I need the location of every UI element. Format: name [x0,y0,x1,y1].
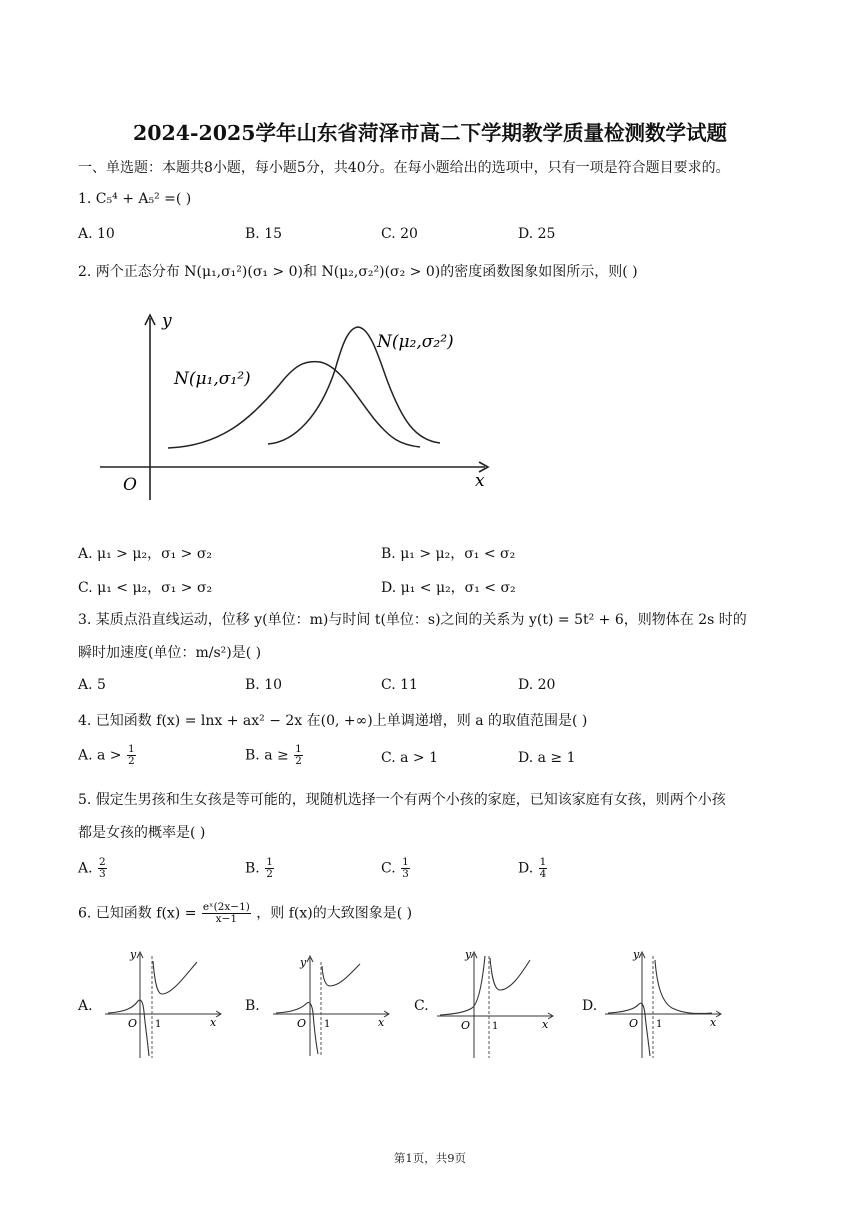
fraction-denominator: x−1 [215,913,238,925]
curve2-label: N(μ₂,σ₂²) [377,332,454,352]
fraction-denominator: 2 [295,755,302,767]
graph-b-one-label: 1 [324,1019,331,1030]
q6-option-a-label: A. [78,998,93,1014]
graph-a-one-label: 1 [155,1019,162,1030]
question-3-stem-line2: 瞬时加速度(单位：m/s²)是( ) [78,645,262,661]
fraction-denominator: 2 [266,868,273,880]
graph-d-x-label: x [710,1016,717,1029]
question-1-stem: 1. C₅⁴ + A₅² =( ) [78,191,192,207]
q6-graph-d [600,946,725,1061]
section-heading: 一、单选题：本题共8小题，每小题5分，共40分。在每小题给出的选项中，只有一项是符合题目要求的。 [78,160,730,176]
q2-option-c: C. μ₁ < μ₂，σ₁ > σ₂ [78,580,213,596]
q3-option-a: A. 5 [78,677,106,693]
q5-option-a-fraction [98,857,107,880]
q4-option-a [78,744,137,767]
q5-option-c-fraction [401,857,410,880]
q1-option-c: C. 20 [381,226,418,242]
q6-function-fraction [202,902,251,925]
question-6-stem [78,902,412,925]
q2-option-b: B. μ₁ > μ₂，σ₁ < σ₂ [381,546,516,562]
q5-option-c-text: C. [381,860,396,877]
q6-graph-c [432,946,557,1061]
q5-option-a-text: A. [78,860,93,877]
figure-origin-label: O [123,475,137,495]
q5-option-a [78,857,108,880]
graph-a-origin-label: O [128,1017,138,1030]
question-2-stem: 2. 两个正态分布 N(μ₁,σ₁²)(σ₁ > 0)和 N(μ₂,σ₂²)(σ₂ > 0)的密度函数图象如图所示，则( ) [78,264,638,280]
q2-option-d: D. μ₁ < μ₂，σ₁ < σ₂ [381,580,516,596]
graph-b-y-label: y [300,956,307,969]
q5-option-b-fraction [265,857,274,880]
q4-option-a-fraction [127,744,136,767]
normal-distribution-figure [90,300,500,510]
q1-option-a: A. 10 [78,226,115,242]
graph-b-x-label: x [378,1016,385,1029]
q6-graph-b [268,950,393,1060]
graph-a-y-label: y [130,948,137,961]
q4-option-b [245,744,304,767]
q4-option-c: C. a > 1 [381,750,438,766]
q3-option-d: D. 20 [518,677,556,693]
q6-option-d-label: D. [582,998,598,1014]
q5-option-c [381,857,411,880]
fraction-numerator: 2 [99,856,106,868]
q5-option-d-fraction [539,857,548,880]
fraction-numerator: 1 [295,743,302,755]
fraction-numerator: 1 [539,856,547,868]
fraction-denominator: 3 [99,868,106,880]
q3-option-c: C. 11 [381,677,418,693]
graph-d-one-label: 1 [656,1019,663,1030]
question-3-stem-line1: 3. 某质点沿直线运动，位移 y(单位：m)与时间 t(单位：s)之间的关系为 y(t) = 5t² + 6，则物体在 2s 时的 [78,612,747,628]
graph-d-origin-label: O [629,1017,639,1030]
question-4-stem: 4. 已知函数 f(x) = lnx + ax² − 2x 在(0, +∞)上单调递增，则 a 的取值范围是( ) [78,713,588,729]
q6-option-b-label: B. [245,998,260,1014]
q3-option-b: B. 10 [245,677,283,693]
fraction-denominator: 4 [539,868,547,880]
graph-c-origin-label: O [461,1019,471,1032]
fraction-numerator: 1 [402,856,409,868]
q6-stem-prefix: 6. 已知函数 f(x) = [78,905,197,922]
q4-option-a-text: A. a > [78,747,122,764]
q4-option-b-text: B. a ≥ [245,747,289,764]
q2-option-a: A. μ₁ > μ₂，σ₁ > σ₂ [78,546,213,562]
q4-option-d: D. a ≥ 1 [518,750,576,766]
fraction-numerator: 1 [266,856,273,868]
q5-option-d [518,857,548,880]
figure-x-label: x [475,471,485,491]
graph-c-one-label: 1 [492,1021,499,1032]
question-5-stem-line2: 都是女孩的概率是( ) [78,825,206,841]
fraction-numerator: 1 [128,743,135,755]
curve1-label: N(μ₁,σ₁²) [174,369,251,389]
graph-c-x-label: x [542,1018,549,1031]
fraction-denominator: 3 [402,868,409,880]
question-5-stem-line1: 5. 假定生男孩和生女孩是等可能的，现随机选择一个有两个小孩的家庭，已知该家庭有女孩，则两个小孩 [78,792,726,808]
graph-a-x-label: x [210,1016,217,1029]
q5-option-b [245,857,275,880]
page-title: 2024-2025学年山东省菏泽市高二下学期教学质量检测数学试题 [132,121,728,145]
q5-option-b-text: B. [245,860,260,877]
q6-stem-suffix: ，则 f(x)的大致图象是( ) [256,905,413,922]
fraction-numerator: eˣ(2x−1) [202,901,250,913]
graph-c-y-label: y [465,948,472,961]
figure-y-label: y [162,311,172,331]
q5-option-d-text: D. [518,860,534,877]
page-footer: 第1页，共9页 [393,1151,467,1165]
q6-graph-a [100,946,225,1061]
fraction-denominator: 2 [128,755,135,767]
graph-d-y-label: y [633,948,640,961]
q6-option-c-label: C. [414,998,429,1014]
graph-b-origin-label: O [297,1017,307,1030]
q4-option-b-fraction [294,744,303,767]
q1-option-b: B. 15 [245,226,283,242]
q1-option-d: D. 25 [518,226,556,242]
